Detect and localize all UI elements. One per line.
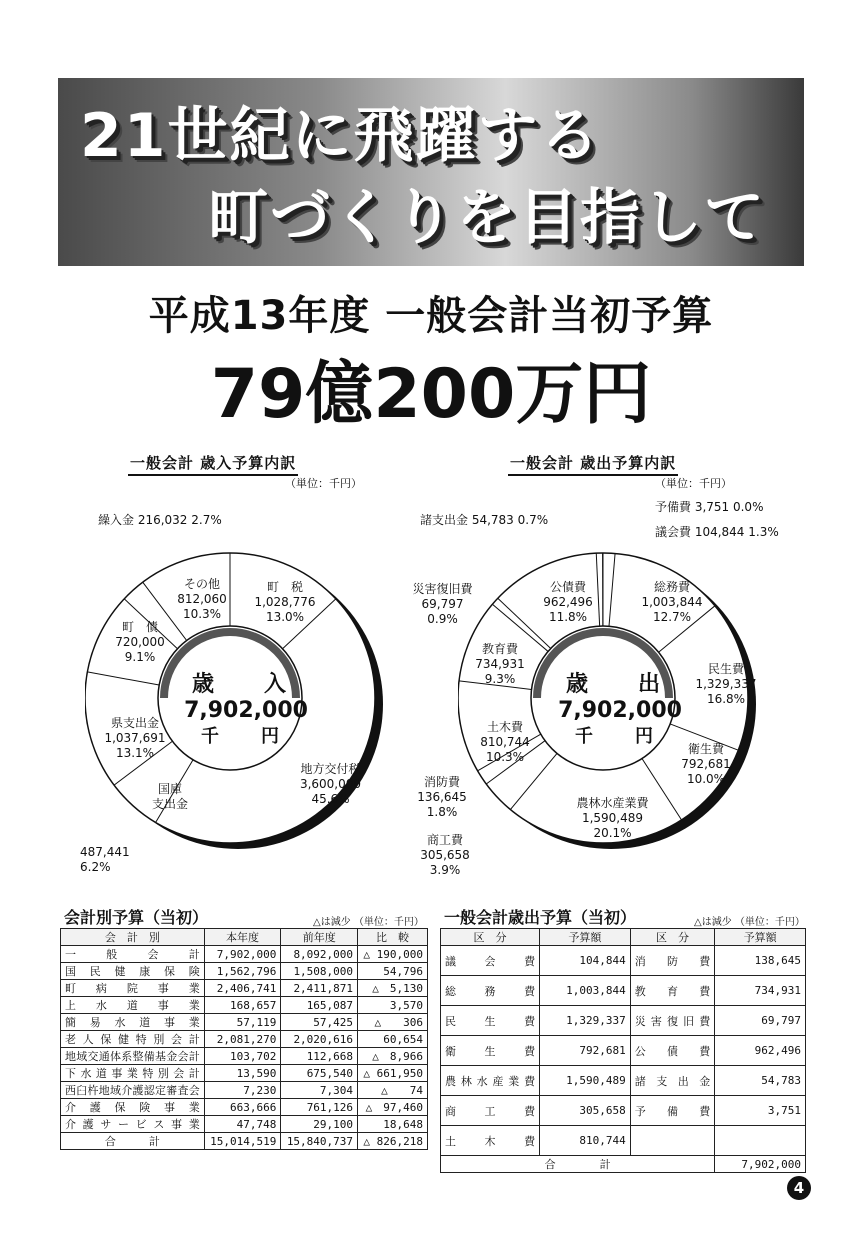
label-chiho-value: 3,600,000: [299, 777, 362, 791]
label-yobi: 予備費 3,751 0.0%: [655, 500, 764, 514]
table1-cell: 8,092,000: [281, 946, 358, 963]
table1-header-3: 比 較: [358, 929, 428, 946]
label-sonota: [172, 577, 232, 622]
table1-total-cell: 15,014,519: [204, 1133, 281, 1150]
label-ken-pct: 13.1%: [115, 746, 155, 760]
label-minsei-name: 民生費: [707, 662, 744, 676]
table2-cell: [630, 1126, 715, 1156]
table2-total-value: 7,902,000: [715, 1156, 806, 1173]
label-eisei-pct: 10.0%: [686, 772, 726, 786]
table1-cell: 18,648: [358, 1116, 428, 1133]
table-row: [61, 997, 428, 1014]
table1-cell: 168,657: [204, 997, 281, 1014]
table2-cell: 災害復旧費: [630, 1006, 715, 1036]
label-shoko-value: 305,658: [420, 848, 470, 862]
label-eisei: [670, 742, 742, 787]
label-saigai-pct: 0.9%: [427, 612, 458, 626]
table2-title: 一般会計歳出予算（当初）: [444, 908, 637, 927]
label-kurikomi: 繰入金 216,032 2.7%: [98, 513, 222, 527]
table1-cell: 54,796: [358, 963, 428, 980]
table1-cell: 簡易水道事業: [61, 1014, 205, 1031]
label-kyoiku-pct: 9.3%: [484, 672, 516, 686]
table2-cell: 810,744: [540, 1126, 631, 1156]
label-somu-name: 総務費: [653, 580, 690, 594]
table1-cell: △ 74: [358, 1082, 428, 1099]
table1-cell: 103,702: [204, 1048, 281, 1065]
label-kokko-values: [80, 845, 130, 875]
label-doboku-value: 810,744: [480, 735, 530, 749]
label-kosai-value: 962,496: [543, 595, 593, 609]
table2-cell: 1,003,844: [540, 976, 631, 1006]
table1-cell: 165,087: [281, 997, 358, 1014]
table2-cell: 公債費: [630, 1036, 715, 1066]
table1-cell: 西臼杵地域介護認定審査会: [61, 1082, 205, 1099]
label-kosai: [538, 580, 598, 625]
table1-cell: 675,540: [281, 1065, 358, 1082]
label-doboku-pct: 10.3%: [485, 750, 525, 764]
table1-title: 会計別予算（当初）: [64, 908, 209, 927]
table1-cell: 13,590: [204, 1065, 281, 1082]
table1-cell: △ 306: [358, 1014, 428, 1031]
table2-cell: 衛生費: [441, 1036, 540, 1066]
table-row: [61, 1065, 428, 1082]
label-ken-name: 県支出金: [110, 716, 159, 730]
label-ken-value: 1,037,691: [104, 731, 166, 745]
table2-cell: 54,783: [715, 1066, 806, 1096]
label-doboku: [475, 720, 535, 765]
revenue-chart-title: 一般会計 歳入予算内訳: [128, 452, 298, 476]
label-shobo-pct: 1.8%: [426, 805, 458, 819]
label-somu-pct: 12.7%: [652, 610, 692, 624]
page-number: 4: [787, 1176, 811, 1200]
label-eisei-name: 衛生費: [687, 742, 724, 756]
table2-note: △は減少 （単位：千円）: [694, 917, 805, 928]
expenditure-chart-title: 一般会計 歳出予算内訳: [508, 452, 678, 476]
table-row: [61, 1048, 428, 1065]
table1-total-cell: △ 826,218: [358, 1133, 428, 1150]
table2-cell: 民生費: [441, 1006, 540, 1036]
label-somu-value: 1,003,844: [641, 595, 703, 609]
table1-cell: 2,411,871: [281, 980, 358, 997]
budget-by-account-table: [60, 928, 428, 1150]
table1-cell: △ 661,950: [358, 1065, 428, 1082]
table1-cell: 2,081,270: [204, 1031, 281, 1048]
table2-cell: 734,931: [715, 976, 806, 1006]
revenue-unit: （単位：千円）: [285, 477, 362, 490]
label-saigai: [405, 582, 480, 627]
table1-cell: 町病院事業: [61, 980, 205, 997]
table1-cell: △ 97,460: [358, 1099, 428, 1116]
table2-total-label: 合 計: [441, 1156, 715, 1173]
table1-cell: 上水道事業: [61, 997, 205, 1014]
table-row: [61, 1014, 428, 1031]
table1-cell: 一 般 会 計: [61, 946, 205, 963]
revenue-center-amount: 7,902,000: [184, 698, 308, 723]
label-shoko-name: 商工費: [426, 833, 463, 847]
revenue-center-label: 歳 入: [191, 672, 300, 697]
table2-cell: 教育費: [630, 976, 715, 1006]
label-kokko-value: 487,441: [80, 845, 130, 859]
expenditure-center-unit: 千 円: [575, 726, 665, 747]
banner-line-2: 町づくりを目指して: [208, 183, 766, 253]
table1-cell: 47,748: [204, 1116, 281, 1133]
label-sonota-pct: 10.3%: [182, 607, 222, 621]
expenditure-center-amount: 7,902,000: [558, 698, 682, 723]
table1-cell: 地域交通体系整備基金会計: [61, 1048, 205, 1065]
table2-header-3: 予算額: [715, 929, 806, 946]
label-kokko-name2: 支出金: [151, 797, 188, 811]
label-ken: [100, 716, 170, 761]
table-row: [441, 1126, 806, 1156]
table1-cell: 7,304: [281, 1082, 358, 1099]
revenue-center-unit: 千 円: [201, 726, 291, 747]
label-chozei: [250, 580, 320, 625]
table1-total-row: [61, 1133, 428, 1150]
table1-cell: 57,119: [204, 1014, 281, 1031]
label-eisei-value: 792,681: [681, 757, 731, 771]
table2-total-row: [441, 1156, 806, 1173]
table2-cell: 予備費: [630, 1096, 715, 1126]
expenditure-unit: （単位：千円）: [655, 477, 732, 490]
label-gikai: 議会費 104,844 1.3%: [655, 525, 779, 539]
table1-cell: 7,230: [204, 1082, 281, 1099]
label-minsei-value: 1,329,337: [695, 677, 757, 691]
table1-cell: 2,406,741: [204, 980, 281, 997]
table2-cell: 792,681: [540, 1036, 631, 1066]
revenue-center: [180, 672, 312, 750]
table2-cell: 3,751: [715, 1096, 806, 1126]
table2-cell: 1,590,489: [540, 1066, 631, 1096]
table1-total-label: 合 計: [61, 1133, 205, 1150]
table1-cell: 663,666: [204, 1099, 281, 1116]
table-row: [61, 980, 428, 997]
label-shoko: [410, 833, 480, 878]
label-norin: [565, 796, 660, 841]
label-chiho: [293, 762, 368, 807]
label-kosai-name: 公債費: [549, 580, 586, 594]
expenditure-center-label: 歳 出: [565, 672, 674, 697]
table2-cell: 農林水産業費: [441, 1066, 540, 1096]
table2-cell: 305,658: [540, 1096, 631, 1126]
table1-cell: 112,668: [281, 1048, 358, 1065]
title-banner: [58, 78, 804, 266]
table1-cell: 介護サービス事業: [61, 1116, 205, 1133]
label-chosai-name: 町 債: [121, 620, 158, 634]
label-chiho-pct: 45.6%: [311, 792, 350, 806]
table1-cell: 国民健康保険: [61, 963, 205, 980]
banner-line-1: 21世紀に飛躍する: [80, 101, 602, 171]
table2-cell: 962,496: [715, 1036, 806, 1066]
table2-header-1: 予算額: [540, 929, 631, 946]
label-saigai-value: 69,797: [421, 597, 464, 611]
table2-cell: 土木費: [441, 1126, 540, 1156]
table1-cell: △ 8,966: [358, 1048, 428, 1065]
table2-cell: 消防費: [630, 946, 715, 976]
label-norin-name: 農林水産業費: [576, 796, 649, 810]
expenditure-budget-table: [440, 928, 806, 1173]
label-norin-pct: 20.1%: [593, 826, 632, 840]
label-kyoiku-name: 教育費: [481, 642, 518, 656]
table1-cell: 2,020,616: [281, 1031, 358, 1048]
table-row: [441, 1036, 806, 1066]
table2-cell: 議会費: [441, 946, 540, 976]
table-row: [441, 946, 806, 976]
label-chozei-name: 町 税: [266, 580, 303, 594]
table1-cell: △ 5,130: [358, 980, 428, 997]
label-somu: [636, 580, 708, 625]
table2-cell: 104,844: [540, 946, 631, 976]
table2-cell: [715, 1126, 806, 1156]
budget-total: 79億200万円: [210, 355, 652, 434]
table1-cell: 介護保険事業: [61, 1099, 205, 1116]
label-chosai: [110, 620, 170, 665]
table-row: [441, 1066, 806, 1096]
table1-cell: 57,425: [281, 1014, 358, 1031]
table1-cell: 下水道事業特別会計: [61, 1065, 205, 1082]
label-shobo-value: 136,645: [417, 790, 467, 804]
table-row: [61, 1082, 428, 1099]
table1-note: △は減少 （単位：千円）: [313, 917, 424, 928]
table-row: [441, 1096, 806, 1126]
label-chosai-value: 720,000: [115, 635, 165, 649]
table2-cell: 138,645: [715, 946, 806, 976]
table1-cell: 1,562,796: [204, 963, 281, 980]
table-row: [61, 1116, 428, 1133]
table2-cell: 総務費: [441, 976, 540, 1006]
label-kokko: [140, 782, 200, 812]
label-chozei-pct: 13.0%: [265, 610, 305, 624]
table2-cell: 商工費: [441, 1096, 540, 1126]
table1-cell: △ 190,000: [358, 946, 428, 963]
label-chosai-pct: 9.1%: [124, 650, 156, 664]
label-saigai-name: 災害復旧費: [412, 582, 473, 596]
label-chiho-name: 地方交付税: [300, 762, 361, 776]
label-sonota-name: その他: [183, 577, 220, 591]
expenditure-center: [554, 672, 686, 750]
table1-header-0: 会 計 別: [61, 929, 205, 946]
label-kosai-pct: 11.8%: [548, 610, 588, 624]
label-kyoiku: [470, 642, 530, 687]
label-kokko-pct: 6.2%: [80, 860, 111, 874]
table-row: [441, 976, 806, 1006]
label-sonota-value: 812,060: [177, 592, 227, 606]
label-minsei-pct: 16.8%: [706, 692, 746, 706]
label-shobo: [412, 775, 472, 820]
table1-cell: 1,508,000: [281, 963, 358, 980]
label-kokko-name1: 国庫: [157, 782, 182, 796]
table2-header-2: 区 分: [630, 929, 715, 946]
table1-cell: 60,654: [358, 1031, 428, 1048]
table1-cell: 7,902,000: [204, 946, 281, 963]
table-row: [61, 963, 428, 980]
table1-total-cell: 15,840,737: [281, 1133, 358, 1150]
label-kyoiku-value: 734,931: [475, 657, 525, 671]
label-shobo-name: 消防費: [423, 775, 460, 789]
label-minsei: [690, 662, 762, 707]
table2-cell: 1,329,337: [540, 1006, 631, 1036]
table1-cell: 老人保健特別会計: [61, 1031, 205, 1048]
label-shoshi: 諸支出金 54,783 0.7%: [420, 513, 549, 527]
table1-cell: 761,126: [281, 1099, 358, 1116]
label-chozei-value: 1,028,776: [254, 595, 316, 609]
label-norin-value: 1,590,489: [581, 811, 644, 825]
table1-cell: 29,100: [281, 1116, 358, 1133]
label-shoko-pct: 3.9%: [429, 863, 461, 877]
budget-subtitle: 平成13年度 一般会計当初予算: [148, 293, 714, 339]
label-doboku-name: 土木費: [486, 720, 523, 734]
table-row: [61, 946, 428, 963]
table1-cell: 3,570: [358, 997, 428, 1014]
table2-cell: 69,797: [715, 1006, 806, 1036]
table2-header-0: 区 分: [441, 929, 540, 946]
table2-cell: 諸支出金: [630, 1066, 715, 1096]
table1-header-2: 前年度: [281, 929, 358, 946]
table-row: [61, 1031, 428, 1048]
table-row: [61, 1099, 428, 1116]
table-row: [441, 1006, 806, 1036]
table1-header-1: 本年度: [204, 929, 281, 946]
